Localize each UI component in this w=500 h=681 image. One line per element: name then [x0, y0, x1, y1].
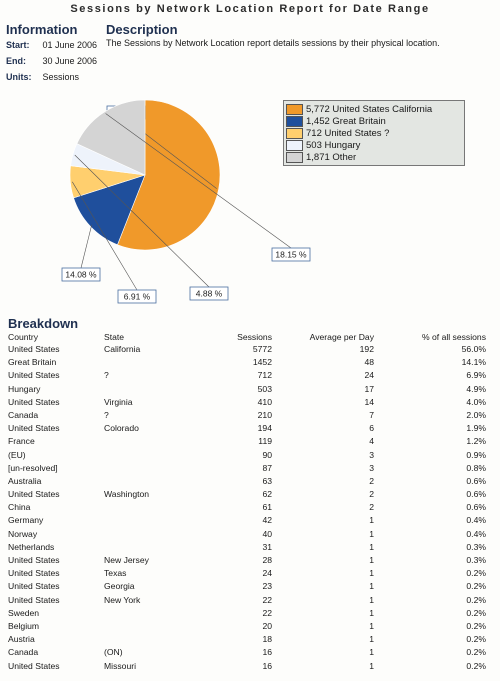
average-cell: 1	[369, 581, 374, 592]
chart-legend	[283, 100, 465, 166]
state-cell: California	[104, 344, 141, 354]
country-cell: United States	[8, 555, 60, 565]
table-row	[8, 661, 486, 674]
legend-swatch	[286, 116, 303, 127]
column-header-average: Average per Day	[309, 332, 374, 342]
country-cell: United States	[8, 489, 60, 500]
percent-cell: 0.3%	[466, 555, 486, 565]
table-row	[8, 476, 486, 489]
pie-percent-label: 4.88 %	[195, 288, 223, 299]
column-header-state: State	[104, 332, 125, 342]
sessions-cell: 20	[262, 620, 272, 631]
country-cell: Norway	[8, 528, 38, 539]
table-row	[8, 384, 486, 397]
table-row	[8, 515, 486, 528]
state-cell: Colorado	[104, 423, 139, 434]
percent-cell: 0.2%	[466, 647, 486, 658]
sessions-cell: 410	[257, 396, 272, 407]
percent-cell: 0.6%	[466, 502, 486, 513]
table-row	[8, 595, 486, 608]
percent-cell: 0.4%	[466, 528, 486, 539]
report-description: The Sessions by Network Location report details sessions by their physical location.	[106, 38, 440, 48]
state-cell	[104, 357, 174, 370]
sessions-cell: 63	[262, 475, 272, 486]
average-cell: 1	[369, 607, 374, 618]
state-cell	[104, 436, 174, 449]
sessions-cell: 28	[262, 555, 272, 565]
state-cell	[104, 476, 174, 489]
legend-item	[286, 115, 464, 127]
country-cell: (EU)	[8, 449, 26, 460]
sessions-cell: 1452	[252, 357, 272, 368]
average-cell: 6	[369, 423, 374, 434]
column-header-percent: % of all sessions	[421, 332, 486, 342]
country-cell: Canada	[8, 409, 39, 420]
country-cell: United States	[8, 396, 60, 407]
sessions-cell: 22	[262, 594, 272, 605]
state-cell: Missouri	[104, 660, 136, 671]
percent-cell: 4.9%	[466, 383, 486, 394]
country-cell: United States	[8, 594, 60, 605]
percent-cell: 4.0%	[466, 396, 486, 407]
sessions-cell: 61	[262, 502, 272, 513]
table-row	[8, 502, 486, 515]
average-cell: 14	[364, 396, 374, 407]
percent-cell: 0.2%	[466, 660, 486, 671]
pie-leader-line	[81, 225, 92, 268]
average-cell: 1	[369, 594, 374, 605]
table-row	[8, 370, 486, 383]
table-row	[8, 634, 486, 647]
pie-percent-label: 6.91 %	[123, 291, 151, 302]
percent-cell: 2.0%	[466, 409, 486, 420]
legend-label: 1,452 Great Britain	[306, 115, 386, 127]
state-cell	[104, 634, 174, 647]
average-cell: 1	[369, 515, 374, 526]
average-cell: 1	[369, 568, 374, 579]
sessions-cell: 87	[262, 462, 272, 473]
legend-swatch	[286, 128, 303, 139]
state-cell: New Jersey	[104, 555, 149, 565]
average-cell: 1	[369, 634, 374, 645]
state-cell	[104, 621, 174, 634]
percent-cell: 0.6%	[466, 489, 486, 500]
pie-percent-label: 14.08 %	[65, 269, 97, 280]
legend-label: 712 United States ?	[306, 127, 390, 139]
state-cell	[104, 608, 174, 621]
breakdown-heading: Breakdown	[8, 316, 79, 331]
table-row	[8, 344, 486, 357]
sessions-cell: 503	[257, 383, 272, 394]
table-row	[8, 608, 486, 621]
sessions-cell: 31	[262, 541, 272, 552]
sessions-cell: 90	[262, 449, 272, 460]
percent-cell: 0.8%	[466, 462, 486, 473]
sessions-cell: 194	[257, 423, 272, 434]
table-row	[8, 529, 486, 542]
average-cell: 192	[359, 344, 374, 354]
sessions-cell: 712	[257, 370, 272, 381]
percent-cell: 0.2%	[466, 607, 486, 618]
sessions-cell: 210	[257, 409, 272, 420]
column-header-country: Country	[8, 332, 39, 342]
average-cell: 1	[369, 541, 374, 552]
pie-percent-label: 18.15 %	[275, 249, 307, 260]
table-row	[8, 555, 486, 568]
state-cell: New York	[104, 594, 141, 605]
legend-swatch	[286, 140, 303, 151]
average-cell: 1	[369, 555, 374, 565]
average-cell: 2	[369, 489, 374, 500]
percent-cell: 0.3%	[466, 541, 486, 552]
end-row	[6, 56, 97, 66]
percent-cell: 6.9%	[466, 370, 486, 381]
table-row	[8, 450, 486, 463]
legend-item	[286, 139, 464, 151]
units-row	[6, 72, 79, 82]
percent-cell: 0.6%	[466, 475, 486, 486]
average-cell: 1	[369, 660, 374, 671]
end-value: 30 June 2006	[42, 56, 98, 66]
state-cell: Virginia	[104, 396, 133, 407]
country-cell: Hungary	[8, 383, 41, 394]
table-row	[8, 410, 486, 423]
legend-label: 503 Hungary	[306, 139, 361, 151]
units-label: Units:	[6, 72, 32, 82]
table-row	[8, 423, 486, 436]
column-header-sessions: Sessions	[237, 332, 272, 342]
state-cell	[104, 542, 174, 555]
country-cell: United States	[8, 344, 60, 354]
state-cell: ?	[104, 370, 109, 381]
breakdown-header-row	[8, 330, 486, 344]
country-cell: Netherlands	[8, 541, 55, 552]
start-label: Start:	[6, 40, 30, 50]
table-row	[8, 621, 486, 634]
units-value: Sessions	[42, 72, 80, 82]
country-cell: Germany	[8, 515, 44, 526]
percent-cell: 1.2%	[466, 436, 486, 447]
country-cell: China	[8, 502, 31, 513]
percent-cell: 0.2%	[466, 581, 486, 592]
country-cell: Canada	[8, 647, 39, 658]
sessions-cell: 62	[262, 489, 272, 500]
percent-cell: 56.0%	[461, 344, 486, 354]
country-cell: France	[8, 436, 35, 447]
sessions-cell: 22	[262, 607, 272, 618]
legend-swatch	[286, 104, 303, 115]
country-cell: Sweden	[8, 607, 40, 618]
percent-cell: 0.9%	[466, 449, 486, 460]
table-row	[8, 463, 486, 476]
legend-item	[286, 151, 464, 163]
information-heading: Information	[6, 22, 78, 37]
sessions-cell: 24	[262, 568, 272, 579]
state-cell	[104, 463, 174, 476]
percent-cell: 0.4%	[466, 515, 486, 526]
sessions-cell: 42	[262, 515, 272, 526]
country-cell: United States	[8, 568, 60, 579]
sessions-cell: 16	[262, 660, 272, 671]
country-cell: Belgium	[8, 620, 40, 631]
table-row	[8, 568, 486, 581]
state-cell	[104, 450, 174, 463]
percent-cell: 1.9%	[466, 423, 486, 434]
table-row	[8, 647, 486, 660]
average-cell: 2	[369, 502, 374, 513]
average-cell: 17	[364, 383, 374, 394]
end-label: End:	[6, 56, 26, 66]
state-cell: Georgia	[104, 581, 135, 592]
average-cell: 3	[369, 449, 374, 460]
country-cell: United States	[8, 370, 60, 381]
average-cell: 1	[369, 647, 374, 658]
legend-item	[286, 127, 464, 139]
state-cell	[104, 529, 174, 542]
country-cell: United States	[8, 581, 60, 592]
table-row	[8, 581, 486, 594]
average-cell: 48	[364, 357, 374, 368]
country-cell: United States	[8, 660, 60, 671]
state-cell: Texas	[104, 568, 127, 579]
state-cell: Washington	[104, 489, 150, 500]
start-row	[6, 40, 97, 50]
average-cell: 24	[364, 370, 374, 381]
percent-cell: 0.2%	[466, 620, 486, 631]
country-cell: Australia	[8, 475, 42, 486]
country-cell: [un-resolved]	[8, 462, 58, 473]
percent-cell: 0.2%	[466, 594, 486, 605]
state-cell	[104, 515, 174, 528]
report-title: Sessions by Network Location Report for Date Range	[70, 3, 430, 15]
percent-cell: 0.2%	[466, 568, 486, 579]
percent-cell: 14.1%	[461, 357, 486, 368]
average-cell: 1	[369, 620, 374, 631]
country-cell: Great Britain	[8, 357, 57, 368]
state-cell	[104, 502, 174, 515]
sessions-cell: 16	[262, 647, 272, 658]
country-cell: United States	[8, 423, 60, 434]
average-cell: 2	[369, 475, 374, 486]
table-row	[8, 357, 486, 370]
state-cell	[104, 384, 174, 397]
legend-label: 5,772 United States California	[306, 103, 433, 115]
breakdown-table	[8, 330, 486, 674]
country-cell: Austria	[8, 634, 35, 645]
legend-label: 1,871 Other	[306, 151, 357, 163]
average-cell: 1	[369, 528, 374, 539]
description-heading: Description	[106, 22, 178, 37]
average-cell: 3	[369, 462, 374, 473]
average-cell: 7	[369, 409, 374, 420]
legend-item	[286, 103, 464, 115]
average-cell: 4	[369, 436, 374, 447]
start-value: 01 June 2006	[42, 40, 98, 50]
sessions-cell: 40	[262, 528, 272, 539]
state-cell: (ON)	[104, 647, 123, 658]
percent-cell: 0.2%	[466, 634, 486, 645]
sessions-cell: 119	[258, 436, 272, 447]
state-cell: ?	[104, 409, 109, 420]
sessions-cell: 23	[262, 581, 272, 592]
table-row	[8, 489, 486, 502]
legend-swatch	[286, 152, 303, 163]
table-row	[8, 397, 486, 410]
sessions-cell: 5772	[252, 344, 272, 354]
sessions-cell: 18	[262, 634, 272, 645]
table-row	[8, 542, 486, 555]
table-row	[8, 436, 486, 449]
